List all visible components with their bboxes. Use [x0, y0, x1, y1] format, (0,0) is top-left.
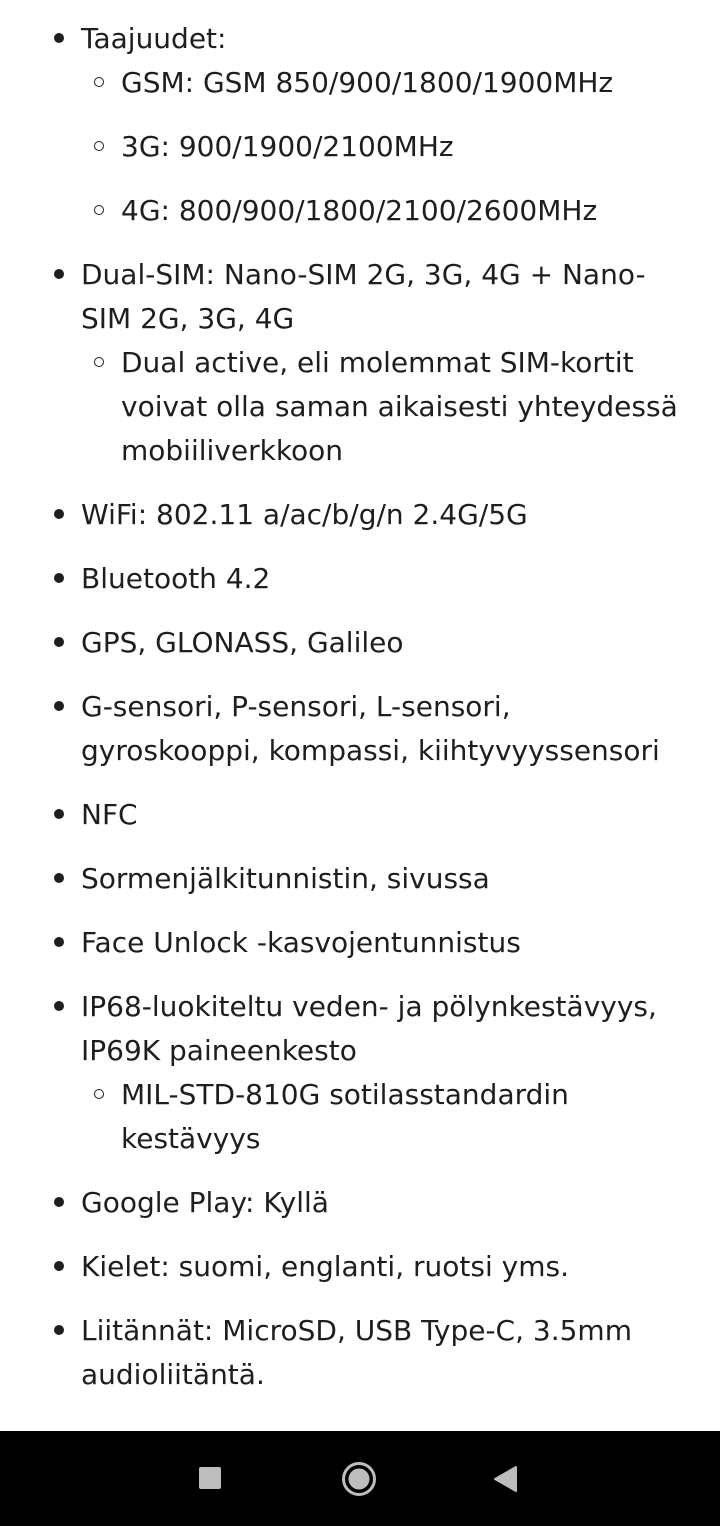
- list-item-text: Kielet: suomi, englanti, ruotsi yms.: [81, 1250, 569, 1283]
- circle-bullet-icon: [94, 141, 104, 151]
- sub-list: [81, 341, 692, 473]
- home-icon: [341, 1461, 377, 1497]
- sub-list-item-text: MIL-STD-810G sotilasstandardin kestävyys: [121, 1078, 569, 1155]
- sub-list-item: [121, 125, 692, 169]
- bullet-icon: [54, 701, 64, 711]
- bullet-icon: [54, 809, 64, 819]
- list-item: [0, 921, 720, 965]
- list-item-text: Liitännät: MicroSD, USB Type-C, 3.5mm audioliitäntä.: [81, 1314, 632, 1391]
- list-item: [0, 857, 720, 901]
- list-item: [0, 1309, 720, 1397]
- sub-list: [81, 1073, 692, 1161]
- list-item-text: G-sensori, P-sensori, L-sensori, gyroskooppi, kompassi, kiihtyvyyssensori: [81, 690, 660, 767]
- sub-list-item: [121, 1073, 692, 1161]
- sub-list-item-text: Dual active, eli molemmat SIM-kortit voivat olla saman aikaisesti yhteydessä mobiiliverkkoon: [121, 346, 678, 467]
- recent-apps-icon: [199, 1467, 221, 1489]
- home-button[interactable]: [310, 1431, 410, 1526]
- list-item-text: Google Play: Kyllä: [81, 1186, 329, 1219]
- list-item-text: Bluetooth 4.2: [81, 562, 271, 595]
- bullet-icon: [54, 1001, 64, 1011]
- spec-list: [0, 17, 720, 1397]
- list-item-text: Taajuudet:: [81, 22, 227, 55]
- sub-list-item: [121, 61, 692, 105]
- sub-list-item-text: 3G: 900/1900/2100MHz: [121, 130, 454, 163]
- list-item: [0, 1245, 720, 1289]
- circle-bullet-icon: [94, 77, 104, 87]
- sub-list: [81, 61, 692, 233]
- bullet-icon: [54, 637, 64, 647]
- bullet-icon: [54, 873, 64, 883]
- list-item: [0, 621, 720, 665]
- recent-apps-button[interactable]: [160, 1431, 260, 1526]
- sub-list-item: [121, 189, 692, 233]
- list-item-text: WiFi: 802.11 a/ac/b/g/n 2.4G/5G: [81, 498, 528, 531]
- list-item: [0, 493, 720, 537]
- list-item: [0, 557, 720, 601]
- list-item: [0, 253, 720, 473]
- bullet-icon: [54, 573, 64, 583]
- list-item: [0, 17, 720, 233]
- list-item-text: Sormenjälkitunnistin, sivussa: [81, 862, 490, 895]
- list-item-text: NFC: [81, 798, 138, 831]
- list-item: [0, 985, 720, 1161]
- back-icon: [492, 1465, 518, 1493]
- bullet-icon: [54, 269, 64, 279]
- list-item-text: Dual-SIM: Nano-SIM 2G, 3G, 4G + Nano-SIM 2G, 3G, 4G: [81, 258, 646, 335]
- list-item-text: GPS, GLONASS, Galileo: [81, 626, 404, 659]
- list-item: [0, 685, 720, 773]
- bullet-icon: [54, 33, 64, 43]
- bullet-icon: [54, 937, 64, 947]
- circle-bullet-icon: [94, 357, 104, 367]
- bullet-icon: [54, 1261, 64, 1271]
- navigation-bar: [0, 1431, 720, 1526]
- bullet-icon: [54, 1197, 64, 1207]
- circle-bullet-icon: [94, 205, 104, 215]
- list-item: [0, 793, 720, 837]
- bullet-icon: [54, 1325, 64, 1335]
- list-item-text: Face Unlock -kasvojentunnistus: [81, 926, 521, 959]
- list-item: [0, 1181, 720, 1225]
- sub-list-item-text: 4G: 800/900/1800/2100/2600MHz: [121, 194, 598, 227]
- list-item-text: IP68-luokiteltu veden- ja pölynkestävyys, IP69K paineenkesto: [81, 990, 657, 1067]
- circle-bullet-icon: [94, 1089, 104, 1099]
- sub-list-item: [121, 341, 692, 473]
- back-button[interactable]: [456, 1431, 556, 1526]
- bullet-icon: [54, 509, 64, 519]
- sub-list-item-text: GSM: GSM 850/900/1800/1900MHz: [121, 66, 614, 99]
